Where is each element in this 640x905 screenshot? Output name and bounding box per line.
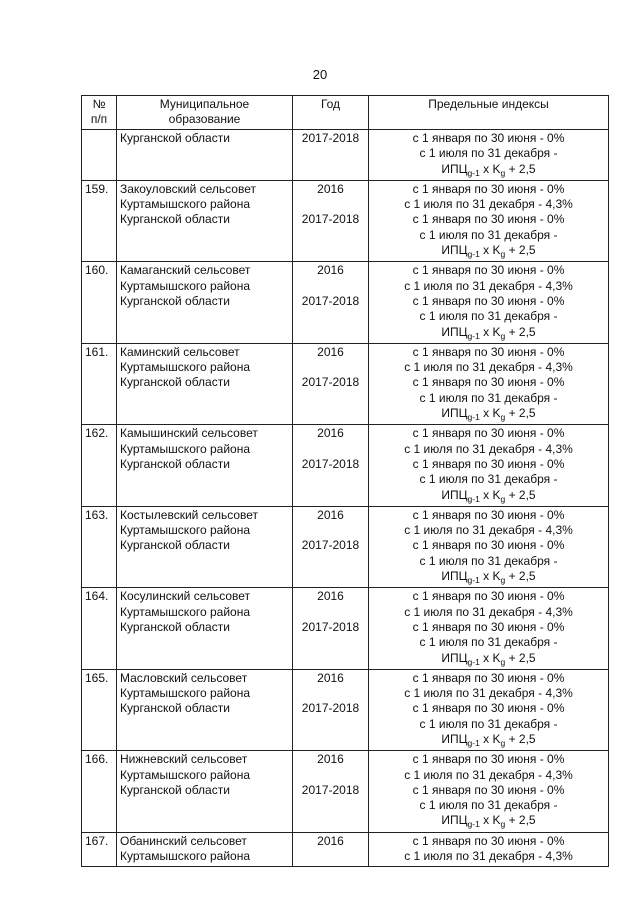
index-formula: $ИПЦ_{g-1}$ x $K_g + 2,5$	[441, 731, 536, 748]
table-row	[82, 669, 609, 750]
row-index: с 1 января по 30 июня - 0% с 1 июля по 31 декабря - 4,3% с 1 января по 30 июня - 0% с 1 июля по 31 декабря - $ИПЦ_{g-1}$ x $K_g + 2,5$	[369, 588, 609, 669]
index-formula: $ИПЦ_{g-1}$ x $K_g + 2,5$	[441, 813, 536, 830]
row-municipality: Косулинский сельсовет Куртамышского района Курганской области	[117, 588, 293, 669]
header-number: № п/п	[82, 96, 117, 130]
row-index: с 1 января по 30 июня - 0% с 1 июля по 31 декабря - 4,3% с 1 января по 30 июня - 0% с 1 июля по 31 декабря - $ИПЦ_{g-1}$ x $K_g + 2,5$	[369, 669, 609, 750]
index-formula: $ИПЦ_{g-1}$ x $K_g + 2,5$	[441, 569, 536, 586]
row-year: 2016 2017-2018	[293, 425, 369, 506]
row-number: 162.	[82, 425, 117, 506]
row-municipality: Обанинский сельсовет Куртамышского района	[117, 832, 293, 867]
row-index: с 1 января по 30 июня - 0% с 1 июля по 31 декабря - 4,3% с 1 января по 30 июня - 0% с 1 июля по 31 декабря - $ИПЦ_{g-1}$ x $K_g + 2,5$	[369, 425, 609, 506]
table-row	[82, 180, 609, 261]
row-number: 161.	[82, 343, 117, 424]
row-municipality: Костылевский сельсовет Куртамышского района Курганской области	[117, 506, 293, 587]
page-number: 20	[312, 67, 328, 82]
header-year: Год	[293, 96, 369, 130]
table-row	[82, 425, 609, 506]
index-formula: $ИПЦ_{g-1}$ x $K_g + 2,5$	[441, 161, 536, 178]
row-year: 2017-2018	[293, 130, 369, 181]
row-number: 160.	[82, 262, 117, 343]
row-municipality: Камышинский сельсовет Куртамышского района Курганской области	[117, 425, 293, 506]
table-row	[82, 262, 609, 343]
row-municipality: Камаганский сельсовет Куртамышского района Курганской области	[117, 262, 293, 343]
row-index: с 1 января по 30 июня - 0% с 1 июля по 31 декабря - 4,3% с 1 января по 30 июня - 0% с 1 июля по 31 декабря - $ИПЦ_{g-1}$ x $K_g + 2,5$	[369, 262, 609, 343]
index-formula: $ИПЦ_{g-1}$ x $K_g + 2,5$	[441, 243, 536, 260]
row-index: с 1 января по 30 июня - 0% с 1 июля по 31 декабря - 4,3% с 1 января по 30 июня - 0% с 1 июля по 31 декабря - $ИПЦ_{g-1}$ x $K_g + 2,5$	[369, 506, 609, 587]
table-row-last	[82, 832, 609, 867]
table-row	[82, 751, 609, 832]
row-year: 2016 2017-2018	[293, 751, 369, 832]
index-formula: $ИПЦ_{g-1}$ x $K_g + 2,5$	[441, 650, 536, 667]
row-number: 159.	[82, 180, 117, 261]
row-number: 167.	[82, 832, 117, 867]
index-formula: $ИПЦ_{g-1}$ x $K_g + 2,5$	[441, 406, 536, 423]
row-number: 164.	[82, 588, 117, 669]
row-year: 2016 2017-2018	[293, 262, 369, 343]
row-index: с 1 января по 30 июня - 0% с 1 июля по 31 декабря - 4,3% с 1 января по 30 июня - 0% с 1 июля по 31 декабря - $ИПЦ_{g-1}$ x $K_g + 2,5$	[369, 180, 609, 261]
row-index: с 1 января по 30 июня - 0% с 1 июля по 31 декабря - 4,3% с 1 января по 30 июня - 0% с 1 июля по 31 декабря - $ИПЦ_{g-1}$ x $K_g + 2,5$	[369, 343, 609, 424]
index-formula: $ИПЦ_{g-1}$ x $K_g + 2,5$	[441, 324, 536, 341]
table-row	[82, 506, 609, 587]
row-year: 2016 2017-2018	[293, 669, 369, 750]
row-number: 165.	[82, 669, 117, 750]
row-year: 2016 2017-2018	[293, 588, 369, 669]
index-formula: $ИПЦ_{g-1}$ x $K_g + 2,5$	[441, 487, 536, 504]
row-year: 2016 2017-2018	[293, 506, 369, 587]
row-number	[82, 130, 117, 181]
row-index: с 1 января по 30 июня - 0% с 1 июля по 31 декабря - 4,3%	[369, 832, 609, 867]
tariff-index-table	[81, 95, 609, 867]
header-index: Предельные индексы	[369, 96, 609, 130]
row-index: с 1 января по 30 июня - 0% с 1 июля по 31 декабря - $ИПЦ_{g-1}$ x $K_g + 2,5$	[369, 130, 609, 181]
row-year: 2016 2017-2018	[293, 343, 369, 424]
table-row	[82, 343, 609, 424]
header-municipality: Муниципальное образование	[117, 96, 293, 130]
row-municipality: Курганской области	[117, 130, 293, 181]
row-municipality: Каминский сельсовет Куртамышского района Курганской области	[117, 343, 293, 424]
row-number: 166.	[82, 751, 117, 832]
row-year: 2016 2017-2018	[293, 180, 369, 261]
table-row	[82, 588, 609, 669]
row-number: 163.	[82, 506, 117, 587]
row-municipality: Закоуловский сельсовет Куртамышского района Курганской области	[117, 180, 293, 261]
table-header-row	[82, 96, 609, 130]
row-index: с 1 января по 30 июня - 0% с 1 июля по 31 декабря - 4,3% с 1 января по 30 июня - 0% с 1 июля по 31 декабря - $ИПЦ_{g-1}$ x $K_g + 2,5$	[369, 751, 609, 832]
row-year: 2016	[293, 832, 369, 867]
row-municipality: Масловский сельсовет Куртамышского района Курганской области	[117, 669, 293, 750]
row-municipality: Нижневский сельсовет Куртамышского района Курганской области	[117, 751, 293, 832]
table-row-continued	[82, 130, 609, 181]
